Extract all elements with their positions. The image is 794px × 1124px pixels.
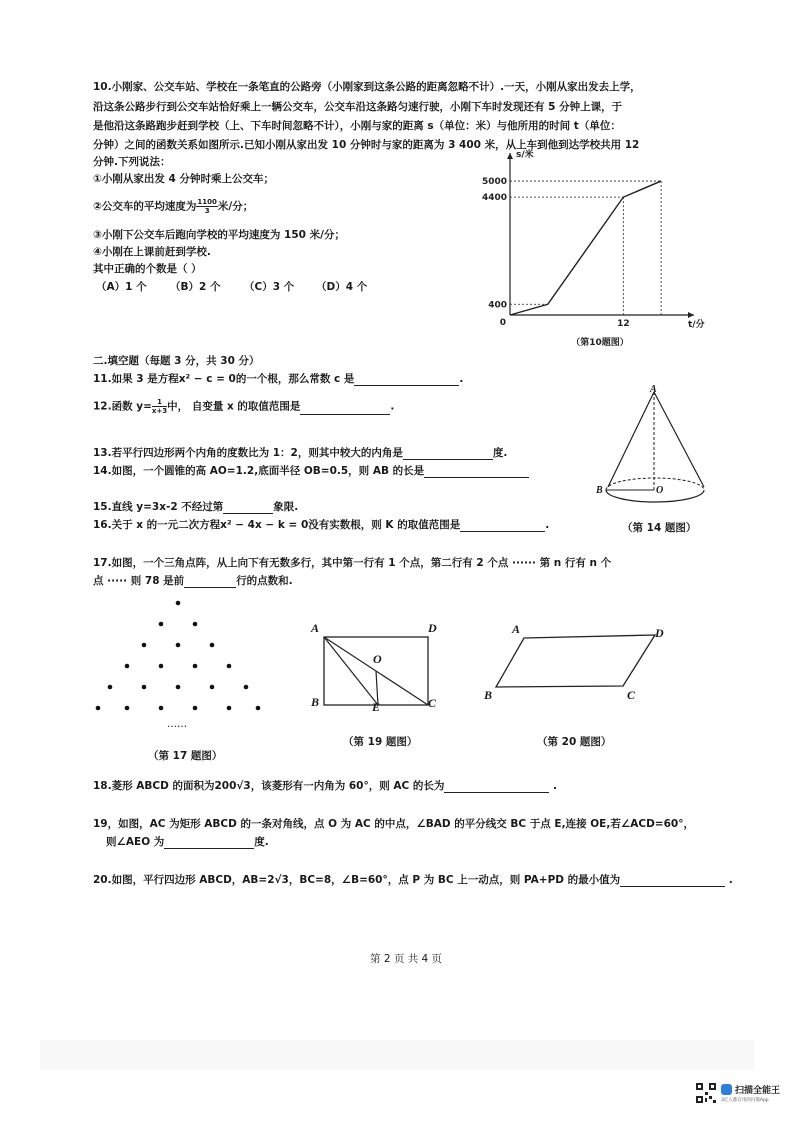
scanner-name: 扫描全能王 [735, 1086, 781, 1096]
series-line [510, 181, 661, 315]
q19-pre: 则∠AEO 为 [106, 836, 165, 848]
dot [108, 685, 113, 690]
dot [193, 664, 198, 669]
dot [96, 706, 101, 711]
parallelogram-abcd [496, 635, 655, 687]
cone-label-o: O [656, 485, 664, 496]
y-axis-label: s/米 [516, 150, 534, 160]
dot [227, 706, 232, 711]
q10-statement-4: ④小刚在上课前赶到学校. [93, 246, 211, 258]
dot-triangle-figure [88, 592, 268, 722]
q10-s2-pre: ②公交车的平均速度为 [93, 200, 197, 213]
dot [142, 643, 147, 648]
q11: 11.如果 3 是方程x² − c = 0的一个根，那么常数 c 是 . [93, 373, 464, 385]
q14-text: 14.如图，一个圆锥的高 AO=1.2,底面半径 OB=0.5，则 AB 的长是 [93, 465, 425, 477]
q16-answer-blank[interactable] [460, 519, 545, 532]
q20: 20.如图，平行四边形 ABCD，AB=2√3，BC=8，∠B=60°，点 P 为 BC 上一动点，则 PA+PD 的最小值为 . [93, 874, 733, 886]
cone-right-edge [654, 392, 704, 487]
q13-pre: 13.若平行四边形两个内角的度数比为 1：2，则其中较大的内角是 [93, 447, 403, 459]
fig19-caption: （第 19 题图） [343, 736, 418, 748]
scanner-logo-icon [721, 1084, 732, 1095]
x-axis-arrow [688, 312, 694, 318]
q10-line1: 10.小刚家、公交车站、学校在一条笔直的公路旁（小刚家到这条公路的距离忽略不计）.一天，小刚从家出发去上学， [93, 81, 641, 93]
fig19-label-b: B [311, 695, 320, 709]
cone-base-front [606, 490, 704, 502]
q10-s2-den: 3 [204, 207, 210, 215]
origin-label: 0 [499, 318, 506, 328]
q17-line2 [93, 574, 293, 588]
fig20-figure [480, 620, 670, 710]
dot [176, 643, 181, 648]
fig20-label-b: B [484, 688, 493, 702]
q15-post: 象限. [273, 501, 299, 513]
q12-fraction [152, 398, 167, 415]
dot [142, 685, 147, 690]
fig20-caption: （第 20 题图） [537, 736, 612, 748]
scan-shadow-band [40, 1040, 754, 1070]
dot [193, 706, 198, 711]
q10-option-b: （B）2 个 [170, 281, 221, 293]
scanner-tagline: 3亿人都在用的扫描App [721, 1098, 769, 1103]
q10-s2-post: 米/分； [217, 200, 254, 213]
q13-post: 度. [492, 447, 508, 459]
dot [176, 685, 181, 690]
fig19-label-c: C [428, 696, 437, 710]
q11-answer-blank[interactable] [354, 373, 459, 386]
cone-base-back [606, 478, 704, 490]
q10-s2-num: 1100 [197, 198, 217, 206]
q10-line4: 分钟）之间的函数关系如图所示.已知小刚从家出发 10 分钟时与家的距离为 3 400 米，从上车到他到达学校共用 12 [93, 139, 640, 151]
fig17-caption: （第 17 题图） [148, 750, 223, 762]
q18-text: 18.菱形 ABCD 的面积为200√3，该菱形有一内角为 60°，则 AC 的长为 [93, 780, 445, 792]
q19-post: 度. [254, 836, 269, 848]
qr-code-icon [695, 1082, 717, 1104]
q15-pre: 15.直线 y=3x-2 不经过第 [93, 501, 224, 513]
y-tick-label: 4400 [481, 193, 507, 204]
dot [210, 643, 215, 648]
y-axis-arrow [507, 153, 513, 159]
q12-post: 中， 自变量 x 的取值范围是 [167, 400, 301, 413]
q20-text: 20.如图，平行四边形 ABCD，AB=2√3，BC=8，∠B=60°，点 P 为 BC 上一动点，则 PA+PD 的最小值为 [93, 874, 621, 886]
q10-option-c: （C）3 个 [244, 281, 295, 293]
y-tick-label: 400 [488, 300, 507, 311]
q10-line5: 分钟.下列说法： [93, 156, 171, 168]
dot [159, 706, 164, 711]
q19-line1: 19，如图，AC 为矩形 ABCD 的一条对角线，点 O 为 AC 的中点，∠BAD 的平分线交 BC 于点 E,连接 OE,若∠ACD=60°， [93, 818, 694, 830]
q10-s2-fraction [196, 198, 217, 215]
q12: 12.函数 y= $\frac{1}{x+3}$ 中， 自变量 x 的取值范围是 . [93, 398, 395, 415]
fig19-label-a: A [311, 621, 320, 635]
fig19-label-o: O [373, 652, 382, 666]
dot [227, 664, 232, 669]
q13 [93, 446, 507, 460]
cone-label-b: B [596, 485, 603, 496]
q12-den: x+3 [151, 407, 168, 415]
y-tick-label: 5000 [481, 177, 507, 188]
q17-pre: 点 ····· 则 78 是前 [93, 575, 185, 587]
fig19-label-d: D [428, 621, 437, 635]
q10-statement-3: ③小刚下公交车后跑向学校的平均速度为 150 米/分； [93, 229, 345, 241]
q10-option-a: （A）1 个 [96, 281, 147, 293]
dot [176, 601, 181, 606]
q19-answer-blank[interactable] [164, 836, 254, 849]
q17-answer-blank[interactable] [184, 575, 236, 588]
q13-answer-blank[interactable] [403, 447, 493, 460]
chart-caption: （第10题图） [571, 338, 629, 348]
dot [125, 664, 130, 669]
page-number: 第 2 页 共 4 页 [370, 953, 443, 965]
dot [159, 664, 164, 669]
dot [256, 706, 261, 711]
q19-line2 [106, 835, 269, 849]
q16: 16.关于 x 的一元二次方程x² − 4x − k = 0没有实数根，则 K 的取值范围是 . [93, 519, 550, 531]
x-tick-label: 12 [617, 319, 630, 329]
q16-text: 16.关于 x 的一元二次方程x² − 4x − k = 0没有实数根，则 K 的取值范围是 [93, 519, 461, 531]
fig20-label-a: A [512, 622, 521, 636]
q10-graph [480, 150, 705, 350]
q18: 18.菱形 ABCD 的面积为200√3，该菱形有一内角为 60°，则 AC 的长为 . [93, 780, 558, 792]
q12-pre: 12.函数 y= [93, 400, 152, 413]
q14-answer-blank[interactable] [424, 465, 529, 478]
q10-ask: 其中正确的个数是（ ） [93, 263, 202, 275]
dot [125, 706, 130, 711]
dot [193, 622, 198, 627]
q10-option-d: （D）4 个 [316, 281, 368, 293]
q17-line1: 17.如图，一个三角点阵，从上向下有无数多行，其中第一行有 1 个点，第二行有 2 个点 ······ 第 n 行有 n 个 [93, 557, 612, 569]
q17-post: 行的点数和. [236, 575, 293, 587]
q14 [93, 464, 529, 478]
fig17-continuation-dots: ······ [167, 721, 188, 733]
q20-answer-blank[interactable] [620, 874, 725, 887]
q12-answer-blank[interactable] [300, 402, 390, 415]
bisector-ae [324, 637, 378, 705]
scanner-watermark [695, 1080, 783, 1108]
q11-text: 11.如果 3 是方程x² − c = 0的一个根，那么常数 c 是 [93, 373, 355, 385]
fig20-label-c: C [627, 688, 636, 702]
q10-line2: 沿这条公路步行到公交车站恰好乘上一辆公交车，公交车沿这条路匀速行驶，小刚下车时发现还有 5 分钟上课，于 [93, 101, 623, 113]
fig20-label-d: D [655, 626, 664, 640]
q10-line3: 是他沿这条路跑步赶到学校（上、下车时间忽略不计），小刚与家的距离 s（单位：米）与他所用的时间 t（单位： [93, 120, 621, 132]
q15-answer-blank[interactable] [223, 501, 273, 514]
x-axis-label: t/分 [688, 320, 705, 330]
section-heading: 二.填空题（每题 3 分，共 30 分） [93, 355, 260, 367]
dot [159, 622, 164, 627]
cone-label-a: A [650, 384, 657, 395]
cone-left-edge [608, 392, 654, 487]
fig19-label-e: E [372, 700, 381, 714]
q15 [93, 500, 298, 514]
q18-answer-blank[interactable] [444, 780, 549, 793]
dot [210, 685, 215, 690]
q10-statement-2 [93, 198, 253, 215]
q14-caption: （第 14 题图） [622, 522, 697, 534]
dot [244, 685, 249, 690]
q10-statement-1: ①小刚从家出发 4 分钟时乘上公交车； [93, 173, 275, 185]
q12-num: 1 [152, 398, 167, 407]
